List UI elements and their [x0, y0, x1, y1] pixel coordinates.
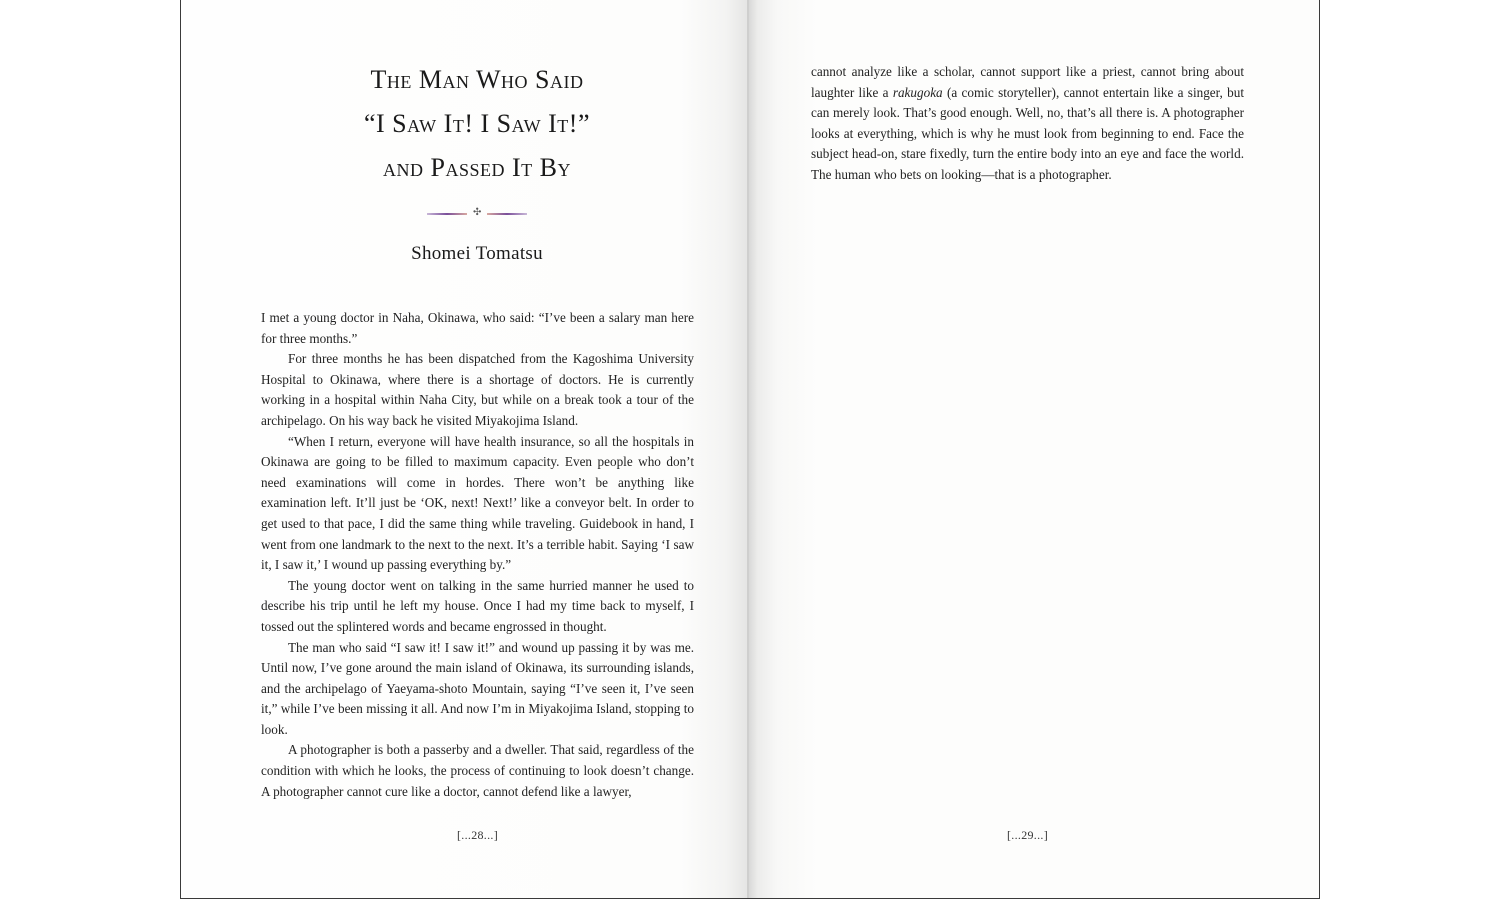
- italic-term: rakugoka: [892, 84, 943, 100]
- paragraph: A photographer is both a passerby and a dweller. That said, regardless of the condition with which he looks, the process of continuing to look doesn’t change. A photographer cannot cure like a doctor, cannot defend like a lawyer,: [261, 742, 694, 799]
- left-page: [181, 0, 749, 898]
- page-number-right: [...29...]: [1007, 828, 1048, 842]
- paragraph: For three months he has been dispatched from the Kagoshima University Hospital to Okinawa, where there is a shortage of doctors. He is currently working in a hospital within Naha City, but while on a break took a tour of the archipelago. On his way back he visited Miyakojima Island.: [261, 351, 694, 428]
- page-number-left: [...28...]: [457, 828, 498, 842]
- paragraph: “When I return, everyone will have health insurance, so all the hospitals in Okinawa are going to be filled to maximum capacity. Even people who don’t need examinations will come in hordes. There won’t be anything like examination left. It’ll just be ‘OK, next! Next!’ like a conveyor belt. In order to get used to that pace, I did the same thing while traveling. Guidebook in hand, I went from one landmark to the next to the next. It’s a terrible habit. Saying ‘I saw it, I saw it,’ I wound up passing everything by.”: [261, 433, 694, 573]
- paragraph: The man who said “I saw it! I saw it!” and wound up passing it by was me. Until now, I’ve gone around the main island of Okinawa, its surrounding islands, and the archipelago of Yaeyama-shoto Mountain, saying “I’ve seen it, I’ve seen it,” while I’ve been missing it all. And now I’m in Miyakojima Island, stopping to look.: [261, 639, 694, 737]
- paragraph: I met a young doctor in Naha, Okinawa, who said: “I’ve been a salary man here for three months.”: [261, 310, 694, 346]
- ornament-rule-left: [427, 213, 467, 215]
- author-name: Shomei Tomatsu: [411, 243, 543, 264]
- paragraph-text: cannot analyze like a scholar, cannot support like a priest, cannot bring about laughter like a: [811, 64, 1244, 100]
- ornament-flourish-icon: ✣: [473, 207, 482, 218]
- chapter-title-line-1: The Man Who Said: [370, 65, 584, 94]
- ornament-rule-right: [487, 213, 527, 215]
- right-page-body: [811, 62, 1244, 186]
- paragraph: [811, 62, 1244, 186]
- right-page: [749, 0, 1319, 898]
- left-page-body: [261, 308, 694, 802]
- chapter-title-line-3: and Passed It By: [383, 153, 571, 182]
- chapter-title-line-2: “I Saw It! I Saw It!”: [363, 109, 591, 138]
- book-spread: [180, 0, 1320, 899]
- title-ornament: [427, 207, 527, 218]
- paragraph-text: (a comic storyteller), cannot entertain like a singer, but can merely look. That’s good enough. Well, no, that’s all there is. A photographer looks at everything, which is why he must look from beginning to end. Face the subject head-on, stare fixedly, turn the entire body into an eye and face the world. The human who bets on looking—that is a photographer.: [811, 84, 1244, 182]
- paragraph: The young doctor went on talking in the same hurried manner he used to describe his trip until he left my house. Once I had my time back to myself, I tossed out the splintered words and became engrossed in thought.: [261, 577, 694, 634]
